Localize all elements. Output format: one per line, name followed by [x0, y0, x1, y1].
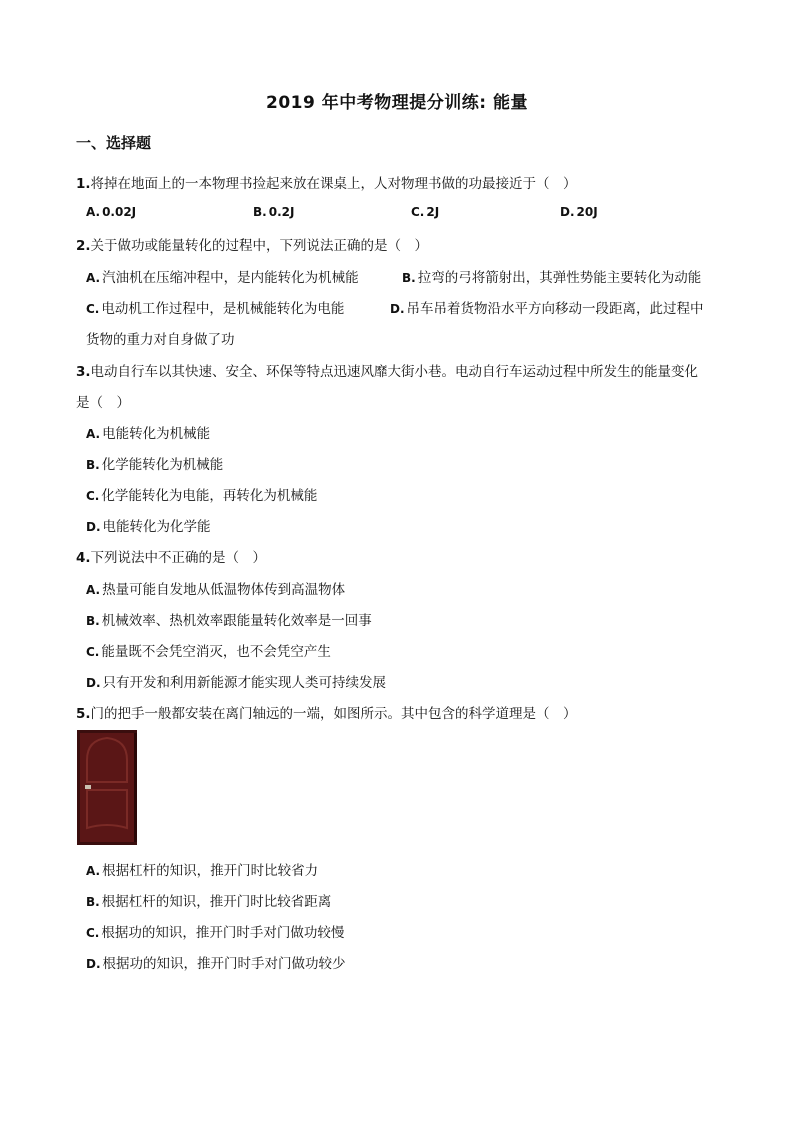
- option-text: 电能转化为机械能: [102, 426, 211, 442]
- option-text: 根据功的知识，推开门时手对门做功较慢: [101, 925, 345, 941]
- section-heading: 一、选择题: [76, 134, 152, 152]
- option-text: 机械效率、热机效率跟能量转化效率是一回事: [101, 613, 372, 629]
- option-letter: C.: [86, 926, 100, 940]
- option-letter: A.: [86, 271, 101, 285]
- option-text: 20J: [576, 205, 598, 219]
- option-letter: D.: [86, 957, 101, 971]
- option-letter: D.: [390, 302, 405, 316]
- option-1b: [253, 204, 294, 220]
- question-1: [76, 172, 577, 192]
- option-3c: [86, 484, 317, 504]
- option-text: 只有开发和利用新能源才能实现人类可持续发展: [102, 675, 387, 691]
- option-letter: C.: [86, 489, 100, 503]
- question-number: 4.: [76, 550, 91, 566]
- option-5a: [86, 859, 318, 879]
- option-2d-continuation: 货物的重力对自身做了功: [86, 332, 235, 348]
- question-number: 3.: [76, 364, 91, 380]
- door-illustration: [77, 730, 137, 845]
- option-2d: [390, 297, 704, 317]
- question-2: [76, 234, 428, 254]
- option-text: 化学能转化为电能，再转化为机械能: [101, 488, 318, 504]
- option-letter: D.: [86, 676, 101, 690]
- option-5b: [86, 890, 331, 910]
- question-stem: 将掉在地面上的一本物理书捡起来放在课桌上，人对物理书做的功最接近于（ ）: [90, 176, 577, 192]
- question-number: 5.: [76, 706, 91, 722]
- question-number: 1.: [76, 176, 91, 192]
- option-2a: [86, 266, 359, 286]
- question-3: [76, 360, 698, 380]
- option-1a: [86, 204, 136, 220]
- question-number: 2.: [76, 238, 91, 254]
- option-4d: [86, 671, 386, 691]
- option-4a: [86, 578, 345, 598]
- question-3-stem-line-2: 是（ ）: [76, 395, 130, 411]
- question-4: [76, 546, 266, 566]
- option-text: 根据功的知识，推开门时手对门做功较少: [102, 956, 346, 972]
- question-stem: 下列说法中不正确的是（ ）: [90, 550, 267, 566]
- option-1d: [560, 204, 598, 220]
- option-text: 吊车吊着货物沿水平方向移动一段距离，此过程中: [406, 301, 704, 317]
- option-text: 热量可能自发地从低温物体传到高温物体: [102, 582, 346, 598]
- question-stem: 电动自行车以其快速、安全、环保等特点迅速风靡大街小巷。电动自行车运动过程中所发生的能量变化: [90, 364, 699, 380]
- option-4c: [86, 640, 331, 660]
- option-text: 电动机工作过程中，是机械能转化为电能: [101, 301, 345, 317]
- option-3a: [86, 422, 210, 442]
- option-letter: A.: [86, 205, 101, 219]
- option-letter: A.: [86, 864, 101, 878]
- option-text: 0.02J: [102, 205, 137, 219]
- option-text: 汽油机在压缩冲程中，是内能转化为机械能: [102, 270, 359, 286]
- page-title: 2019 年中考物理提分训练: 能量: [266, 93, 528, 113]
- door-handle: [85, 785, 91, 789]
- option-2c: [86, 297, 344, 317]
- option-1c: [411, 204, 439, 220]
- option-5d: [86, 952, 346, 972]
- option-text: 电能转化为化学能: [102, 519, 211, 535]
- question-stem: 门的把手一般都安装在离门轴远的一端，如图所示。其中包含的科学道理是（ ）: [90, 706, 577, 722]
- option-letter: C.: [86, 302, 100, 316]
- option-letter: C.: [86, 645, 100, 659]
- option-text: 0.2J: [268, 205, 295, 219]
- option-text: 2J: [426, 205, 440, 219]
- option-letter: C.: [411, 205, 425, 219]
- question-stem: 关于做功或能量转化的过程中，下列说法正确的是（ ）: [90, 238, 429, 254]
- option-4b: [86, 609, 372, 629]
- option-text: 拉弯的弓将箭射出，其弹性势能主要转化为动能: [417, 270, 702, 286]
- option-text: 化学能转化为机械能: [101, 457, 224, 473]
- option-letter: B.: [86, 458, 100, 472]
- option-2b: [402, 266, 701, 286]
- option-text: 根据杠杆的知识，推开门时比较省距离: [101, 894, 332, 910]
- door-figure: [77, 730, 137, 845]
- option-letter: B.: [86, 895, 100, 909]
- option-text: 能量既不会凭空消灭，也不会凭空产生: [101, 644, 331, 660]
- option-letter: D.: [86, 520, 101, 534]
- option-letter: A.: [86, 583, 101, 597]
- option-text: 根据杠杆的知识，推开门时比较省力: [102, 863, 319, 879]
- option-letter: D.: [560, 205, 575, 219]
- option-3d: [86, 515, 211, 535]
- question-5: [76, 702, 577, 722]
- option-3b: [86, 453, 223, 473]
- option-letter: A.: [86, 427, 101, 441]
- option-letter: B.: [402, 271, 416, 285]
- door-edge: [134, 733, 137, 842]
- option-letter: B.: [253, 205, 267, 219]
- option-5c: [86, 921, 344, 941]
- option-letter: B.: [86, 614, 100, 628]
